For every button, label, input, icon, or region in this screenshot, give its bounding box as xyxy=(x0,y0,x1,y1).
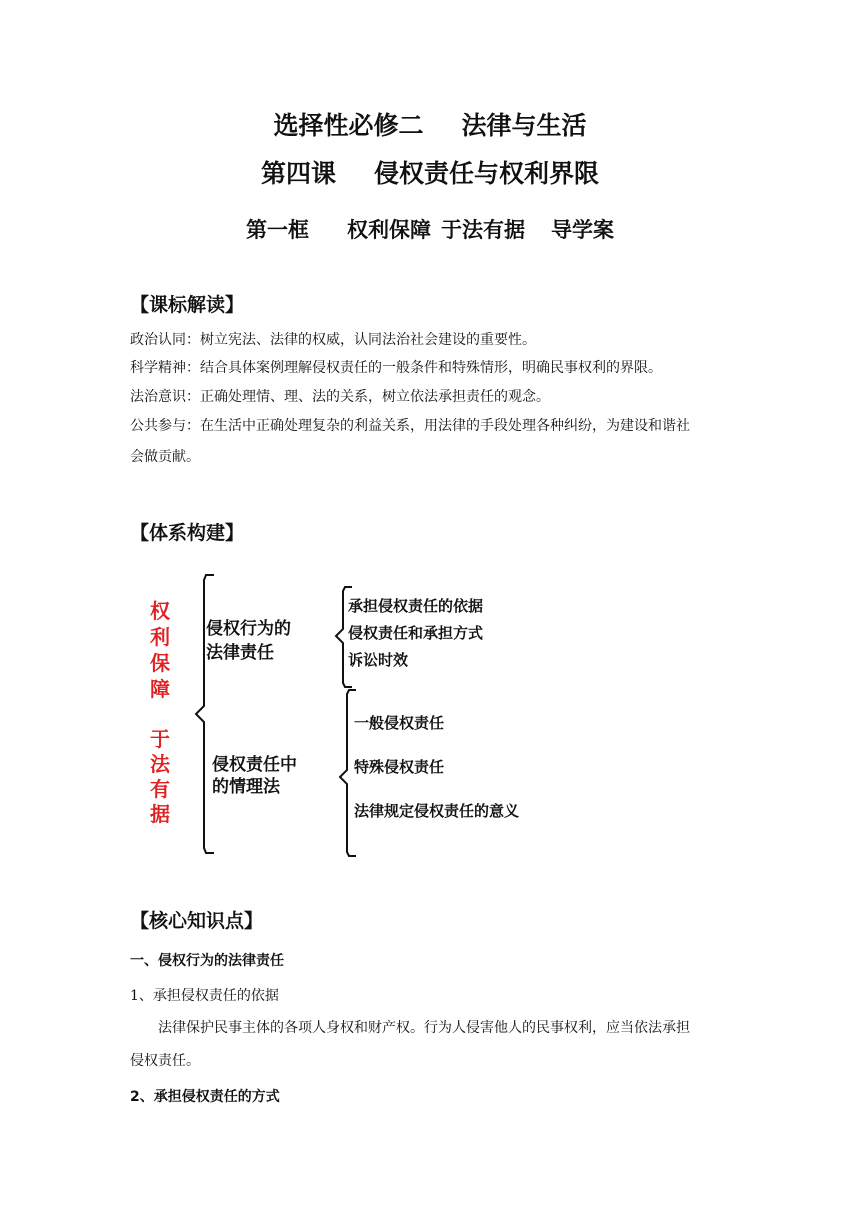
root-char: 法 xyxy=(150,752,170,776)
branch1-label: 法律责任 xyxy=(206,643,274,663)
standards-heading: 【课标解读】 xyxy=(130,294,245,316)
branch2-label: 的情理法 xyxy=(212,777,280,797)
branch2 xyxy=(212,754,297,797)
framework-mindmap xyxy=(120,566,580,866)
branch2-label: 侵权责任中 xyxy=(212,755,297,775)
standards-item: 公共参与：在生活中正确处理复杂的利益关系，用法律的手段处理各种纠纷，为建设和谐社 xyxy=(130,418,690,434)
core-paragraph: 法律保护民事主体的各项人身权和财产权。行为人侵害他人的民事权利，应当依法承担 xyxy=(158,1020,690,1036)
branch2-children xyxy=(354,714,519,820)
framework-heading: 【体系构建】 xyxy=(130,522,245,544)
branch1-children xyxy=(348,597,483,669)
branch1-child: 诉讼时效 xyxy=(348,651,409,669)
root-char: 于 xyxy=(150,727,170,751)
standards-item: 法治意识：正确处理情、理、法的关系，树立依法承担责任的观念。 xyxy=(130,389,550,405)
branch2-child: 特殊侵权责任 xyxy=(354,758,445,776)
root-char: 利 xyxy=(150,625,170,649)
root-char: 据 xyxy=(150,802,170,826)
core-point-title: 1、承担侵权责任的依据 xyxy=(130,988,279,1004)
mindmap-root xyxy=(149,599,171,826)
branch1 xyxy=(206,618,291,663)
doc-title-line3: 第一框 权利保障 于法有据 导学案 xyxy=(246,218,614,242)
branch1-child: 侵权责任和承担方式 xyxy=(348,624,484,642)
root-char: 保 xyxy=(150,651,170,675)
doc-title-line1: 选择性必修二 法律与生活 xyxy=(273,111,587,140)
standards-item: 会做贡献。 xyxy=(130,449,200,465)
standards-item: 政治认同：树立宪法、法律的权威，认同法治社会建设的重要性。 xyxy=(130,332,536,348)
main-brace xyxy=(196,575,214,853)
core-point-title: 2、承担侵权责任的方式 xyxy=(130,1089,280,1105)
branch2-child: 法律规定侵权责任的意义 xyxy=(354,802,520,820)
core-paragraph: 侵权责任。 xyxy=(130,1053,200,1069)
core-section-title: 一、侵权行为的法律责任 xyxy=(130,953,284,969)
branch1-label: 侵权行为的 xyxy=(206,619,291,639)
root-char: 权 xyxy=(150,599,170,623)
branch1-child: 承担侵权责任的依据 xyxy=(348,597,484,615)
core-heading: 【核心知识点】 xyxy=(130,910,264,932)
branch2-child: 一般侵权责任 xyxy=(354,714,445,732)
root-char: 障 xyxy=(150,677,170,701)
doc-title-line2: 第四课 侵权责任与权利界限 xyxy=(260,159,600,188)
root-char: 有 xyxy=(150,777,170,801)
standards-item: 科学精神：结合具体案例理解侵权责任的一般条件和特殊情形，明确民事权利的界限。 xyxy=(130,360,662,376)
